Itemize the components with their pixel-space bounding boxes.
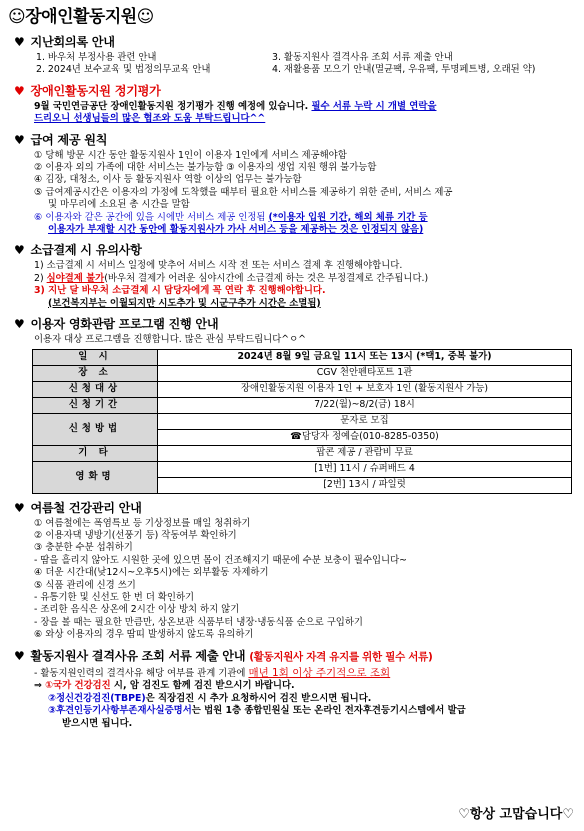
- list-item: 1) 소급결제 시 서비스 일정에 맞추어 서비스 시작 전 또는 서비스 결제 후 진행해야합니다.: [34, 260, 403, 272]
- section-heading-disqualification: [14, 648, 576, 665]
- table-cell: 팝콘 제공 / 관람비 무료: [158, 445, 572, 461]
- list-item: ② 이용자 외의 가족에 대한 서비스는 불가능함 ③ 이용자의 생업 지원 행위 불가능함: [34, 162, 377, 174]
- table-cell: [2번] 13시 / 파일럿: [158, 477, 572, 493]
- heart-icon: ♥: [14, 317, 25, 332]
- table-row: [33, 349, 572, 365]
- list-item: ②정신건강검진(TBPE)은 직장검진 시 추가 요청하시어 검진 받으시면 됩니다.: [48, 692, 372, 704]
- list-item: 3) 지난 달 바우처 소급결제 시 담당자에게 꼭 연락 후 진행해야합니다.: [34, 285, 326, 297]
- table-cell: 장애인활동지원 이용자 1인 + 보호자 1인 (활동지원사 가능): [158, 381, 572, 397]
- table-cell: 7/22(월)~8/2(금) 18시: [158, 397, 572, 413]
- heart-icon: ♥: [14, 500, 25, 515]
- table-header: 신청방법: [33, 413, 158, 445]
- list-item-cont: 이용자가 부재할 시간 동안에 활동지원사가 가사 서비스 등을 제공하는 것은 인정되지 않음): [48, 224, 424, 236]
- section-heading-text: 이용자 영화관람 프로그램 진행 안내: [30, 317, 219, 332]
- list-item: ④ 더운 시간대(낮12시~오후5시)에는 외부활동 자제하기: [34, 567, 269, 579]
- heart-icon: ♥: [14, 648, 25, 663]
- list-item: - 유통기한 및 신선도 한 번 더 확인하기: [34, 591, 195, 603]
- list-item: ⑥ 이용자와 같은 공간에 있을 시에만 서비스 제공 인정됨 (*이용자 입원 기간, 해외 체류 기간 등: [34, 211, 428, 223]
- list-item: ① 당해 방문 시간 동안 활동지원사 1인이 이용자 1인에게 서비스 제공해야함: [34, 149, 347, 161]
- heart-icon: ♥: [14, 132, 25, 147]
- section-heading-note: (활동지원사 자격 유지를 위한 필수 서류): [249, 650, 433, 663]
- list-item: ⑤ 식품 관리에 신경 쓰기: [34, 579, 136, 591]
- list-item: - 장을 볼 때는 필요한 만큼만, 상온보관 식품부터 냉장·냉동식품 순으로 구입하기: [34, 616, 363, 628]
- table-cell: ☎담당자 정예슬(010-8285-0350): [158, 429, 572, 445]
- minutes-list: [14, 52, 576, 77]
- list-item: - 땀을 흘리지 않아도 시원한 곳에 있으면 몸이 건조해지기 때문에 수분 보충이 필수입니다~: [34, 554, 408, 566]
- heart-icon: ♥: [14, 243, 25, 258]
- list-item-cont: 및 마무리에 소요된 총 시간을 말함: [48, 199, 190, 211]
- table-cell: [1번] 11시 / 슈퍼배드 4: [158, 461, 572, 477]
- table-header: 영화명: [33, 461, 158, 493]
- table-header: 장 소: [33, 365, 158, 381]
- table-cell: 문자로 모집: [158, 413, 572, 429]
- section-heading-summer-health: [14, 500, 576, 516]
- list-item: 3. 활동지원사 결격사유 조회 서류 제출 안내: [272, 52, 453, 63]
- list-item: ⑤ 급여제공시간은 이용자의 가정에 도착했을 때부터 필요한 서비스를 제공하기 위한 준비, 서비스 제공: [34, 186, 453, 198]
- closing-text: ♡항상 고맙습니다♡: [458, 806, 574, 822]
- movie-schedule-table: [32, 349, 572, 494]
- section-heading-text: 활동지원사 결격사유 조회 서류 제출 안내: [30, 648, 246, 663]
- table-row: [33, 461, 572, 477]
- section-heading-principles: [14, 132, 576, 148]
- section-heading-text: 소급결제 시 유의사항: [30, 243, 142, 258]
- section-heading-text: 장애인활동지원 정기평가: [30, 83, 161, 98]
- table-row: [33, 381, 572, 397]
- section-heading-text: 급여 제공 원칙: [30, 132, 108, 147]
- list-item: ① 여름철에는 폭염특보 등 기상정보를 매일 청취하기: [34, 517, 251, 529]
- table-header: 신청기간: [33, 397, 158, 413]
- list-item: ⑥ 와상 이용자의 경우 땀띠 발생하지 않도록 유의하기: [34, 629, 254, 641]
- table-cell: 2024년 8월 9일 금요일 11시 또는 13시 (*택1, 중복 불가): [158, 349, 572, 365]
- table-header: 일 시: [33, 349, 158, 365]
- list-item-cont: 받으시면 됩니다.: [62, 717, 133, 729]
- list-item-note: (보건복지부는 이월되지만 시도추가 및 시군구추가 시간은 소멸됨): [48, 297, 321, 309]
- section-heading-text: 여름철 건강관리 안내: [30, 500, 142, 515]
- list-item: 2. 2024년 보수교육 및 법정의무교육 안내: [36, 64, 211, 76]
- heart-icon: ♥: [14, 35, 25, 49]
- table-row: [33, 445, 572, 461]
- table-header: 신청대상: [33, 381, 158, 397]
- table-row: [33, 413, 572, 429]
- table-row: [33, 365, 572, 381]
- table-header: 기 타: [33, 445, 158, 461]
- list-item: ② 이용자댁 냉방기(선풍기 등) 작동여부 확인하기: [34, 529, 237, 541]
- section-heading-retro-payment: [14, 242, 576, 258]
- movie-intro: 이용자 대상 프로그램을 진행합니다. 많은 관심 부탁드립니다^ㅇ^: [34, 334, 307, 346]
- evaluation-text-2: 드리오니 선생님들의 많은 협조와 도움 부탁드립니다^^: [34, 113, 266, 125]
- section-heading-text: 지난회의록 안내: [30, 35, 115, 49]
- table-cell: CGV 천안펜타포트 1관: [158, 365, 572, 381]
- heart-icon: ♥: [14, 83, 25, 98]
- list-item: ④ 김장, 대청소, 이사 등 활동지원사 역할 이상의 업무는 불가능함: [34, 174, 302, 186]
- list-item: - 조리한 음식은 상온에 2시간 이상 방치 하지 않기: [34, 604, 240, 616]
- list-item: ③후견인등기사항부존재사실증명서는 법원 1층 종합민원실 또는 온라인 전자후견등기시스템에서 발급: [48, 705, 466, 717]
- section-heading-evaluation: [14, 83, 576, 99]
- evaluation-text: 9월 국민연금공단 장애인활동지원 정기평가 진행 예정에 있습니다. 필수 서류 누락 시 개별 연락을: [34, 100, 437, 112]
- page-title: ☺장애인활동지원☺: [8, 7, 154, 27]
- list-item: 2) 심야결제 불가(바우처 결제가 어려운 심야시간에 소급결제 하는 것은 부정결제로 간주됩니다.): [34, 272, 429, 284]
- list-item: 1. 바우처 부정사용 관련 안내: [36, 52, 157, 63]
- list-item: 4. 재활용품 모으기 안내(멸균팩, 우유팩, 투명페트병, 오래된 약): [272, 64, 536, 76]
- list-item: - 활동지원인력의 결격사유 해당 여부를 관계 기관에 매년 1회 이상 주기적으로 조회: [34, 666, 391, 679]
- list-item: ⇒ ①국가 건강검진 시, 암 검진도 함께 검진 받으시기 바랍니다.: [34, 680, 295, 692]
- table-row: [33, 397, 572, 413]
- section-heading-minutes: [14, 34, 576, 50]
- list-item: ③ 충분한 수분 섭취하기: [34, 542, 133, 554]
- section-heading-movie: [14, 316, 576, 332]
